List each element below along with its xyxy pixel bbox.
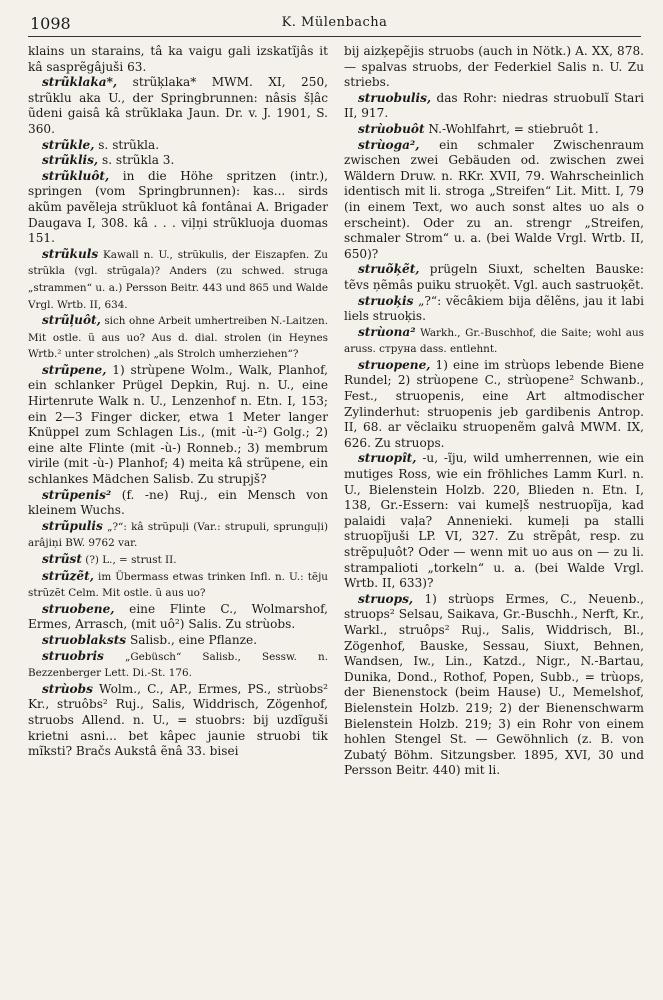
dictionary-entry: [28, 488, 328, 519]
left-column: [28, 44, 328, 992]
dictionary-entry: [28, 682, 328, 760]
entry-headword: strùoga²,: [358, 137, 420, 152]
entry-text: „?“: vẽcâkiem bija dẽlẽns, jau it labi liels struoķis.: [344, 293, 644, 324]
entry-text: Wolm., C., AP., Ermes, PS., strùobs² Kr., struôbs² Ruj., Salis, Widdrisch, Zögenhof, struobs Allend. n. U., = stuobrs: bij uzdĩguši krietni asni... bet kâpec jaunie struobi tik mĩksti? Bračs Aukstâ ẽnâ 33. bisei: [28, 681, 328, 759]
entry-text: -u, -ĩju, wild umherrennen, wie ein mutiges Ross, wie ein fröhliches Lamm Kurl. n. U., Bielenstein Holzb. 220, Blieden n. Etn. I, 138, Gr.-Essern: vai kumeļš nestruopĩja, kad palaidi vaļa? Annenieki. kumeļi pa stalli struopĩjuši LP. VI, 327. Zu strẽpât, resp. zu strẽpuļuôt? Oder — wenn mit uo aus on — zu li. strampalioti „torkeln“ u. a. (bei Walde Vrgl. Wrtb. II, 633)?: [344, 451, 644, 591]
entry-headword: strũst: [42, 552, 82, 566]
entry-text: prügeln Siuxt, schelten Bauske: tẽvs ņẽmâs puiku struoķẽt. Vgl. auch sastruoķẽt.: [344, 262, 644, 292]
dictionary-entry: [344, 294, 644, 325]
dictionary-entry: [28, 569, 328, 602]
dictionary-entry: [28, 633, 328, 649]
dictionary-entry: [28, 138, 328, 154]
entry-text: (f. -ne) Ruj., ein Mensch von kleinem Wuchs.: [28, 487, 328, 518]
entry-headword: struopene,: [358, 357, 431, 372]
entry-headword: struobris: [42, 648, 104, 663]
entry-text: „?“: kâ strũpuļi (Var.: strupuli, sprunguļi) arâjiņi BW. 9762 var.: [28, 520, 328, 550]
dictionary-entry: [28, 75, 328, 137]
dictionary-entry: [344, 325, 644, 358]
dictionary-entry: [28, 602, 328, 633]
dictionary-entry: [28, 552, 328, 569]
entry-headword: strùobuôt: [358, 121, 425, 136]
entry-headword: struobene,: [42, 601, 115, 616]
entry-headword: strũklis,: [42, 153, 99, 168]
entry-continuation: [28, 44, 328, 75]
dictionary-entry: [28, 649, 328, 682]
entry-headword: struops,: [358, 591, 414, 606]
entry-headword: struõķẽt,: [358, 262, 420, 277]
dictionary-entry: [344, 592, 644, 779]
entry-text: 1) eine im strùops lebende Biene Rundel; 2) strùopene C., strùopene² Schwanb., Fest., struopenis, eine Art altmodischer Zylinderhut: struopenis jeb gardibenis Antrop. II, 68. ar vẽclaiku struopenẽm galvâ MWM. IX, 626. Zu struops.: [344, 357, 644, 450]
entry-text: „Gebüsch“ Salisb., Sessw. n. Bezzenberger Lett. Di.-St. 176.: [28, 650, 328, 680]
entry-headword: strũklaka*,: [42, 75, 118, 90]
entry-text: (?) L., = strust II.: [81, 554, 177, 566]
entry-text: eine Flinte C., Wolmarshof, Ermes, Arrasch, (mit uô²) Salis. Zu strùobs.: [28, 601, 328, 632]
entry-headword: strũpene,: [42, 362, 107, 377]
entry-text: klains un starains, tâ ka vaigu gali izskatĩjâs it kâ sasprẽgâjuši 63.: [28, 44, 328, 74]
entry-headword: strũkuls: [42, 246, 99, 261]
dictionary-entry: [28, 153, 328, 169]
entry-text: das Rohr: niedras struobulĩ Stari II, 917.: [344, 90, 644, 121]
dictionary-entry: [344, 138, 644, 263]
entry-text: Kawall n. U., strũkulis, der Eiszapfen. Zu strũkla (vgl. strũgala)? Anders (zu schwed. struga „strammen“ u. a.) Persson Beitr. 443 und 865 und Walde Vrgl. Wrtb. II, 634.: [28, 248, 328, 311]
entry-headword: strũpenis²: [42, 487, 112, 502]
entry-text: bij aizķepẽjis struobs (auch in Nötk.) A. XX, 878. — spalvas struobs, der Federkiel Salis n. U. Zu striebs.: [344, 44, 644, 90]
running-head: K. Mülenbacha: [281, 15, 388, 30]
entry-headword: struoblaksts: [42, 632, 127, 647]
entry-headword: struoķis: [358, 293, 414, 308]
entry-headword: strùobs: [42, 681, 93, 696]
entry-continuation: [344, 44, 644, 91]
dictionary-entry: [344, 122, 644, 138]
entry-headword: strũpulis: [42, 518, 103, 533]
dictionary-entry: [344, 91, 644, 122]
dictionary-entry: [28, 519, 328, 552]
entry-text: 1) strùops Ermes, C., Neuenb., struops² Selsau, Saikava, Gr.-Buschh., Nerft, Kr., Warkl., struôps² Ruj., Salis, Widdrisch, Bl., Zögenhof, Bauske, Sessau, Siuxt, Behnen, Wandsen, Iw., Lin., Katzd., Nigr., N.-Bartau, Dunika, Dond., Rothof, Popen, Subb., = trùops, der Bienenstock (beim Hause) U., Memelshof, Bielenstein Holzb. 219; 2) der Bienenschwarm Bielenstein Holzb. 219; 3) ein Rohr von einem hohlen Stengel St. — Gewöhnlich (z. B. von Zubatý Böhm. Sitzungsber. 1895, XVI, 30 und Persson Beitr. 440) mit li.: [344, 591, 644, 778]
entry-headword: strùona²: [358, 324, 416, 339]
page-header: [28, 10, 641, 37]
right-column: [344, 44, 644, 992]
dictionary-entry: [28, 247, 328, 313]
entry-text: ein schmaler Zwischenraum zwischen zwei Gebäuden od. zwischen zwei Wäldern Druw. n. RKr. XVII, 79. Wahrscheinlich identisch mit li. stroga „Streifen“ Lit. Mitt. I, 79 (in einem Text, wo auch sonst altes uo als o erscheint). Oder zu an. strengr „Streifen, schmaler Strom“ u. a. (bei Walde Vrgl. Wrtb. II, 650)?: [344, 137, 644, 261]
entry-headword: struopît,: [358, 451, 417, 466]
entry-text: in die Höhe spritzen (intr.), springen (vom Springbrunnen): kas... sirds akũm pavẽleja strũkluot kâ fontânai A. Brigader Daugava I, 308. kâ . . . viļņi strũkluoja duomas 151.: [28, 168, 328, 246]
entry-text: strũķlaka* MWM. XI, 250, strũklu aka U., der Springbrunnen: nâsis šļâc ũdeni gaisâ kâ strũklaka Jaun. Dr. v. J. 1901, S. 360.: [28, 75, 328, 136]
entry-text: 1) strùpene Wolm., Walk, Planhof, ein schlanker Prügel Depkin, Ruj. n. U., eine Hirtenrute Walk n. U., Lenzenhof n. Etn. I, 153; ein 2—3 Finger dicker, etwa 1 Meter langer Knüppel zum Schlagen Lis., (mit -ù-²) Golg.; 2) eine alte Flinte (mit -ù-) Ronneb.; 3) membrum virile (mit -ù-) Planhof; 4) meita kâ strũpene, ein schlankes Mädchen Salisb. Zu strupjš?: [28, 362, 328, 487]
dictionary-entry: [28, 169, 328, 247]
entry-text: Warkh., Gr.-Buschhof, die Saite; wohl aus aruss. струна dass. entlehnt.: [344, 326, 644, 356]
entry-text: im Übermass etwas trinken Infl. n. U.: tẽju strũzẽt Celm. Mit ostle. ũ aus uo?: [28, 570, 328, 600]
dictionary-entry: [28, 363, 328, 488]
entry-text: Salisb., eine Pflanze.: [126, 632, 258, 647]
entry-headword: struobulis,: [358, 90, 432, 105]
page-number: 1098: [30, 14, 71, 33]
entry-headword: strũzẽt,: [42, 568, 94, 583]
dictionary-entry: [344, 262, 644, 293]
entry-text: sich ohne Arbeit umhertreiben N.-Laitzen. Mit ostle. ũ aus uo? Aus d. dial. strolen (in Heynes Wrtb.² unter strolchen) „als Strolch umherziehen“?: [28, 315, 328, 361]
dictionary-entry: [28, 313, 328, 363]
entry-headword: strũkle,: [42, 137, 95, 152]
dictionary-entry: [344, 451, 644, 591]
entry-text: N.-Wohlfahrt, = stiebruôt 1.: [424, 121, 599, 136]
entry-text: s. strũkla.: [94, 137, 160, 152]
entry-text: s. strũkla 3.: [98, 153, 175, 168]
entry-headword: strũļuôt,: [42, 313, 101, 328]
dictionary-entry: [344, 358, 644, 452]
entry-headword: strũkluôt,: [42, 168, 110, 183]
